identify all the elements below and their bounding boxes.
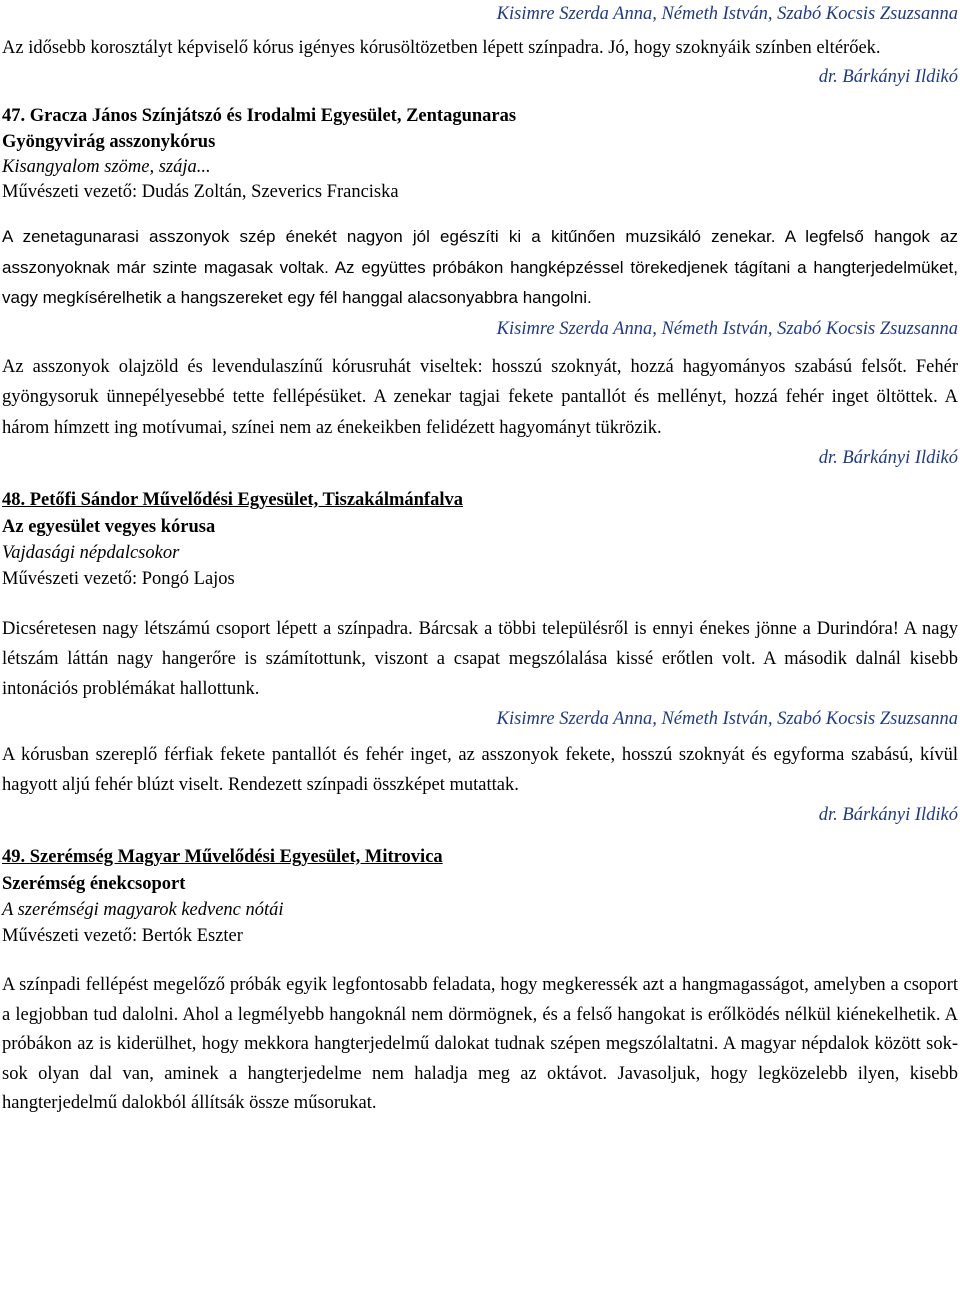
costume-author: dr. Bárkányi Ildikó bbox=[818, 448, 958, 468]
intro-reviewer: dr. Bárkányi Ildikó bbox=[818, 67, 958, 87]
review-text: Dicséretesen nagy létszámú csoport lépett a színpadra. Bárcsak a többi településről is ennyi énekes jönne a Durindóra! A nagy létszám láttán nagy hangerőre is számítottunk, viszont a csapat megszólalása kissé erőtlen volt. A második dalnál kisebb intonációs problémákat hallottunk. bbox=[2, 619, 958, 699]
program-title: Kisangyalom szöme, szája... bbox=[2, 157, 211, 177]
review-text: A zenetagunarasi asszonyok szép énekét nagyon jól egészíti ki a kitűnően muzsikáló zenekar. A legfelső hangok az asszonyoknak már szinte magasak voltak. Az együttes próbákon hangképzéssel törekedjenek tágítani a hangterjedelmüket, vagy megkísérelhetik a hangszereket egy fél hanggal alacsonyabbra hangolni. bbox=[2, 227, 958, 307]
entry-title: 47. Gracza János Színjátszó és Irodalmi Egyesület, Zentagunaras bbox=[2, 106, 517, 126]
costume-text: Az asszonyok olajzöld és levendulaszínű kórusruhát viseltek: hosszú szoknyát, hozzá hagyományos szabású felsőt. Fehér gyöngysoruk ünnepélyesebbé tette fellépésüket. A zenekar tagjai fekete pantallót és mellényt, hozzá fehér inget öltöttek. A három hímzett ing motívumai, színei nem az énekeikben felidézett hagyományt tükrözik. bbox=[2, 356, 958, 438]
entry-49 bbox=[2, 844, 958, 1119]
entry-title: 48. Petőfi Sándor Művelődési Egyesület, Tiszakálmánfalva bbox=[2, 490, 463, 510]
header-reviewer: Kisimre Szerda Anna, Németh István, Szabó Kocsis Zsuzsanna bbox=[496, 4, 958, 24]
entry-47 bbox=[2, 102, 958, 473]
review-author: Kisimre Szerda Anna, Németh István, Szabó Kocsis Zsuzsanna bbox=[496, 318, 958, 339]
group-name: Gyöngyvirág asszonykórus bbox=[2, 132, 216, 152]
director: Művészeti vezető: Pongó Lajos bbox=[2, 569, 235, 589]
program-title: Vajdasági népdalcsokor bbox=[2, 543, 180, 563]
intro-text: Az idősebb korosztályt képviselő kórus igényes kórusöltözetben lépett színpadra. Jó, hogy szoknyáik színben eltérőek. bbox=[2, 38, 881, 58]
costume-text: A kórusban szereplő férfiak fekete pantallót és fehér inget, az asszonyok fekete, hosszú szoknyát és egyforma szabású, kívül hagyott aljú fehér blúzt viselt. Rendezett színpadi összképet mutattak. bbox=[2, 745, 958, 795]
program-title: A szerémségi magyarok kedvenc nótái bbox=[2, 900, 284, 920]
director: Művészeti vezető: Bertók Eszter bbox=[2, 926, 243, 946]
entry-title: 49. Szerémség Magyar Művelődési Egyesület, Mitrovica bbox=[2, 847, 443, 867]
costume-author: dr. Bárkányi Ildikó bbox=[818, 805, 958, 825]
review-author: Kisimre Szerda Anna, Németh István, Szabó Kocsis Zsuzsanna bbox=[496, 709, 958, 729]
entry-48 bbox=[2, 487, 958, 830]
review-text: A színpadi fellépést megelőző próbák egyik legfontosabb feladata, hogy megkeressék azt a hangmagasságot, amelyben a csoport a legjobban tud dalolni. Ahol a legmélyebb hangoknál nem dörmögnek, és a felső hangokat is erőlködés nélkül kiénekelhetik. A próbákon az is kiderülhet, hogy mekkora hangterjedelmű dalokat tudnak szépen megszólaltatni. A magyar népdalok között sok-sok olyan dal van, aminek a hangterjedelme nem haladja meg az oktávot. Javasoljuk, hogy legközelebb ilyen, kisebb hangterjedelmű dalokból állítsák össze műsorukat. bbox=[2, 975, 958, 1113]
group-name: Szerémség énekcsoport bbox=[2, 874, 186, 894]
group-name: Az egyesület vegyes kórusa bbox=[2, 517, 216, 537]
director: Művészeti vezető: Dudás Zoltán, Szeverics Franciska bbox=[2, 182, 399, 202]
